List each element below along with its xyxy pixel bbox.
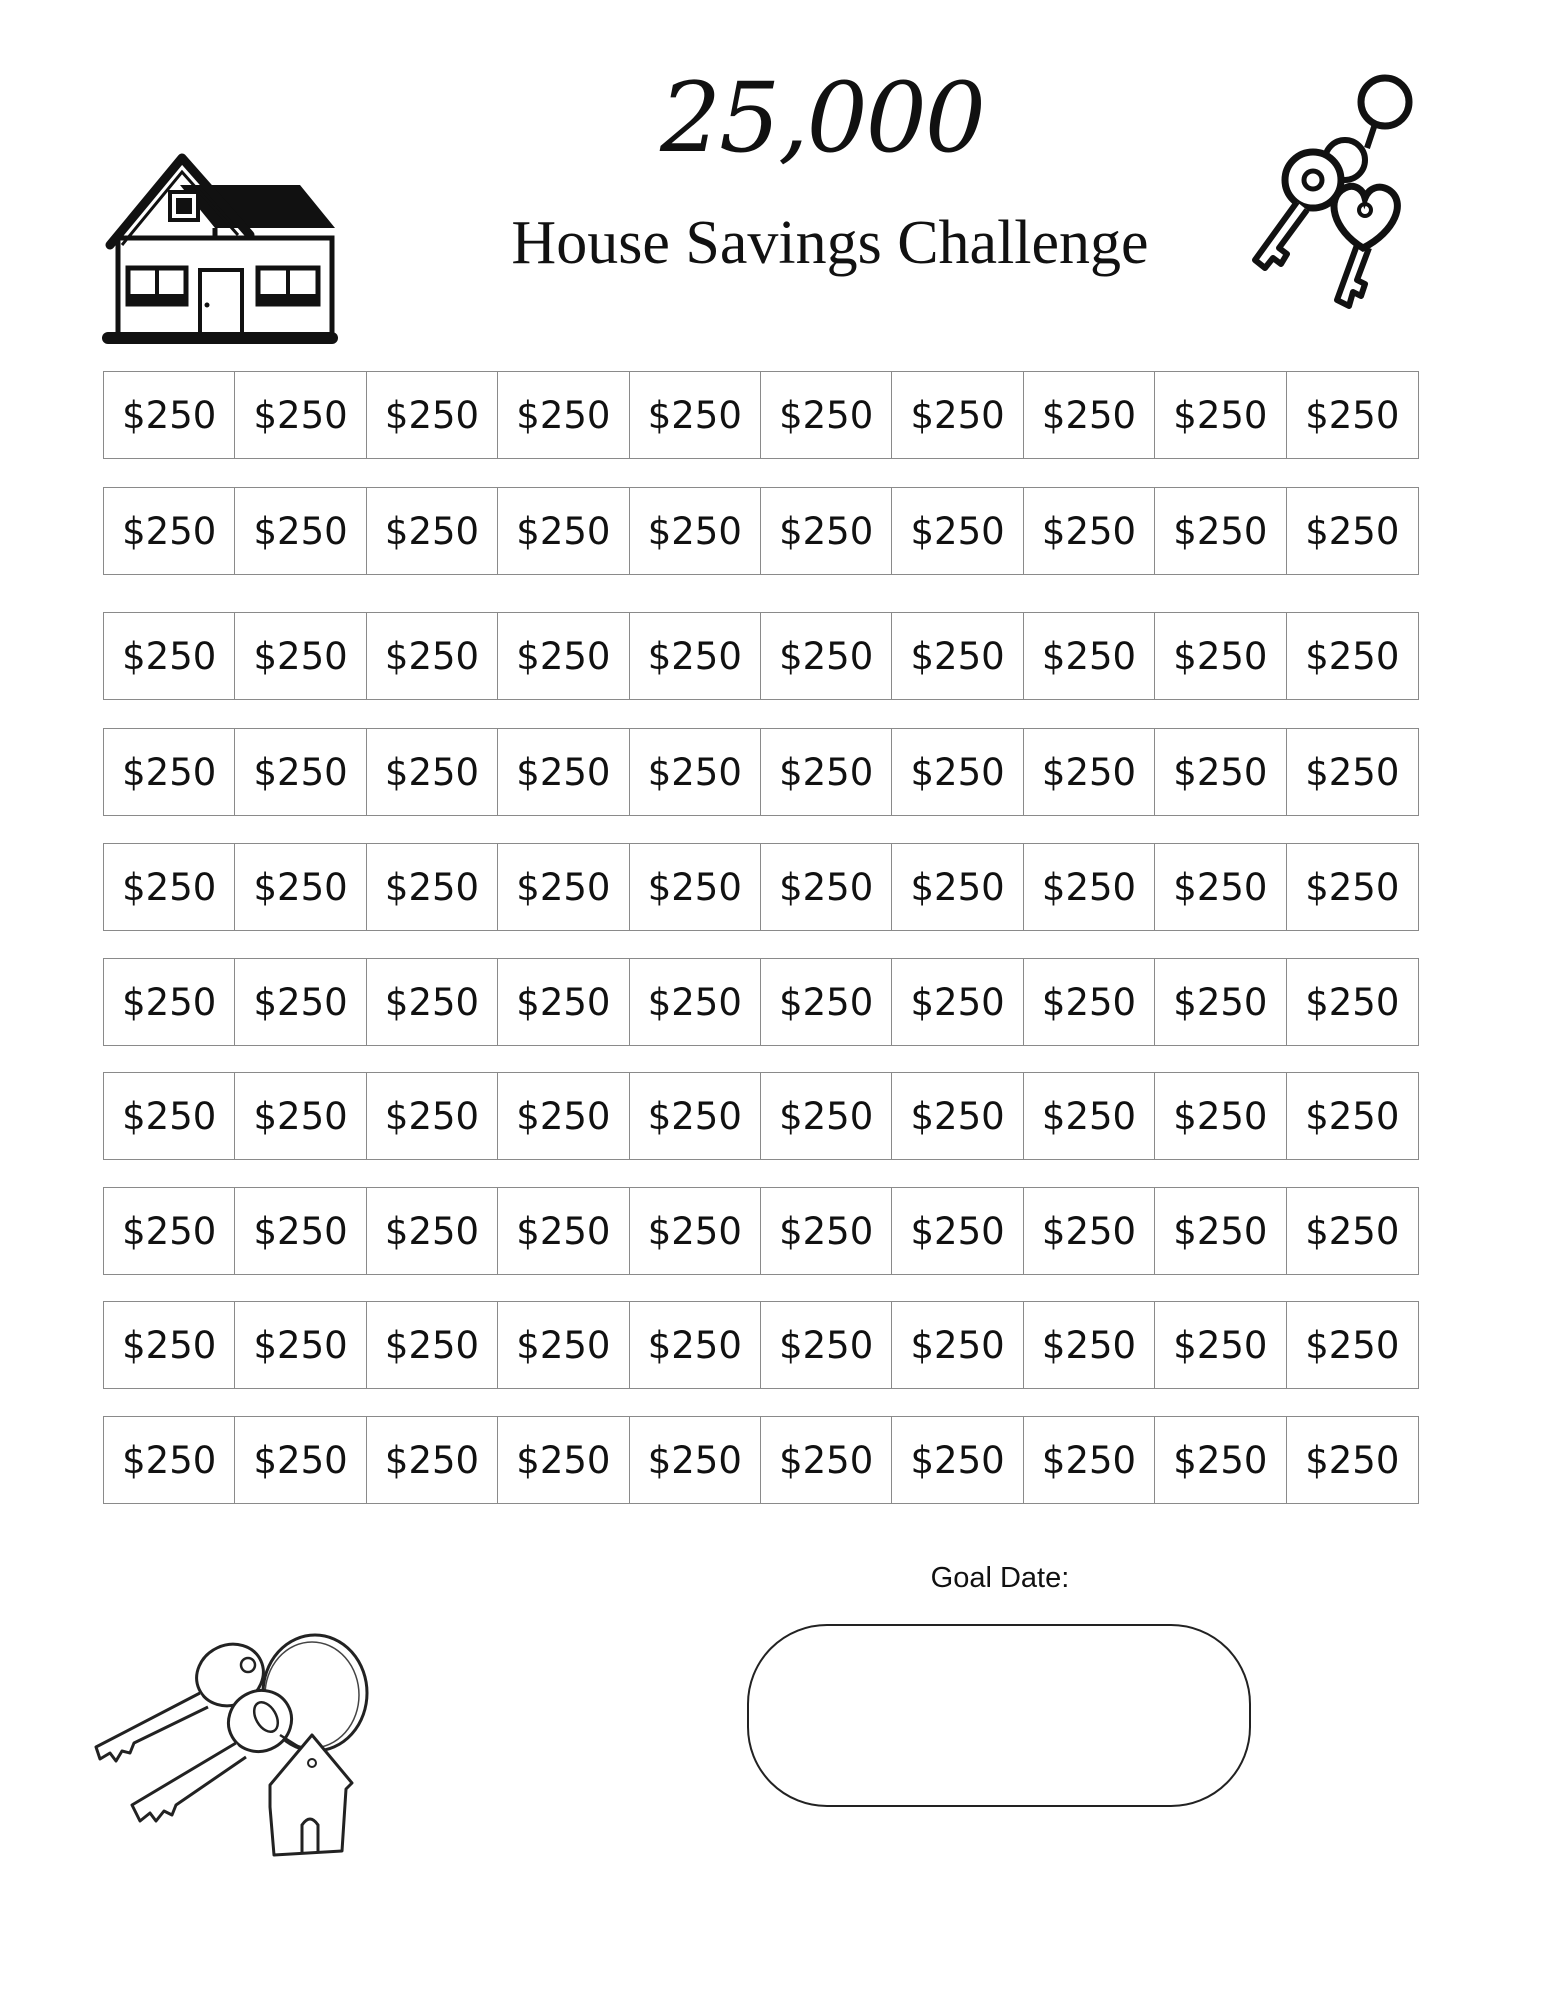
savings-cell[interactable]: $250 [761,1417,892,1503]
savings-cell[interactable]: $250 [892,1073,1023,1159]
savings-cell[interactable]: $250 [761,1188,892,1274]
savings-cell[interactable]: $250 [1155,1302,1286,1388]
savings-cell[interactable]: $250 [630,1302,761,1388]
savings-cell[interactable]: $250 [892,613,1023,699]
house-icon [100,150,340,350]
savings-cell[interactable]: $250 [235,613,366,699]
savings-cell[interactable]: $250 [761,844,892,930]
savings-row [103,1416,1419,1504]
savings-cell[interactable]: $250 [104,1188,235,1274]
savings-cell[interactable]: $250 [498,613,629,699]
savings-cell[interactable]: $250 [104,488,235,574]
savings-cell[interactable]: $250 [761,372,892,458]
savings-cell[interactable]: $250 [892,844,1023,930]
savings-cell[interactable]: $250 [761,613,892,699]
savings-cell[interactable]: $250 [630,959,761,1045]
savings-cell[interactable]: $250 [498,1302,629,1388]
savings-cell[interactable]: $250 [235,488,366,574]
savings-cell[interactable]: $250 [761,1073,892,1159]
savings-cell[interactable]: $250 [892,1188,1023,1274]
savings-cell[interactable]: $250 [104,613,235,699]
savings-cell[interactable]: $250 [1305,980,1400,1024]
savings-cell[interactable]: $250 [1155,372,1286,458]
savings-cell[interactable]: $250 [630,1417,761,1503]
savings-cell[interactable]: $250 [367,613,498,699]
savings-cell[interactable]: $250 [235,844,366,930]
savings-cell[interactable]: $250 [1305,865,1400,909]
savings-cell[interactable]: $250 [1305,509,1400,553]
savings-cell[interactable]: $250 [367,488,498,574]
savings-row [103,958,1419,1046]
savings-cell[interactable]: $250 [104,729,235,815]
savings-cell[interactable]: $250 [104,1302,235,1388]
savings-cell[interactable]: $250 [630,372,761,458]
savings-cell[interactable]: $250 [630,1073,761,1159]
savings-row [103,843,1419,931]
savings-cell[interactable]: $250 [367,959,498,1045]
savings-cell[interactable]: $250 [498,1417,629,1503]
goal-date-label: Goal Date: [930,1562,1070,1594]
savings-cell[interactable]: $250 [104,1073,235,1159]
savings-cell[interactable]: $250 [104,372,235,458]
savings-cell[interactable]: $250 [892,372,1023,458]
savings-cell[interactable]: $250 [892,488,1023,574]
savings-row [103,1187,1419,1275]
savings-cell[interactable]: $250 [367,1302,498,1388]
savings-cell[interactable]: $250 [367,372,498,458]
savings-cell[interactable]: $250 [1155,488,1286,574]
savings-cell[interactable]: $250 [630,488,761,574]
savings-cell[interactable]: $250 [1155,1188,1286,1274]
goal-amount-title: 25,000 [660,62,984,174]
savings-cell[interactable]: $250 [1024,1417,1155,1503]
savings-cell[interactable]: $250 [761,959,892,1045]
savings-cell[interactable]: $250 [104,1417,235,1503]
savings-cell[interactable]: $250 [498,729,629,815]
savings-cell[interactable]: $250 [1155,844,1286,930]
savings-cell[interactable]: $250 [892,1302,1023,1388]
savings-cell[interactable]: $250 [630,1188,761,1274]
savings-cell[interactable]: $250 [1024,1073,1155,1159]
savings-cell[interactable]: $250 [1024,613,1155,699]
savings-cell[interactable]: $250 [761,1302,892,1388]
savings-row [103,728,1419,816]
savings-cell[interactable]: $250 [367,1188,498,1274]
savings-cell[interactable]: $250 [498,844,629,930]
savings-cell[interactable]: $250 [367,1417,498,1503]
savings-cell[interactable]: $250 [235,372,366,458]
savings-cell[interactable]: $250 [498,488,629,574]
savings-cell[interactable]: $250 [1024,844,1155,930]
savings-row [103,612,1419,700]
keys-with-heart-icon [1245,70,1445,310]
savings-cell[interactable]: $250 [235,1417,366,1503]
savings-cell[interactable]: $250 [630,613,761,699]
savings-cell[interactable]: $250 [1024,1302,1155,1388]
savings-cell[interactable]: $250 [630,844,761,930]
savings-cell[interactable]: $250 [235,1188,366,1274]
savings-cell[interactable]: $250 [104,844,235,930]
savings-row [103,371,1419,459]
savings-cell[interactable]: $250 [1305,393,1400,437]
savings-cell[interactable]: $250 [1305,750,1400,794]
keys-with-house-keychain-icon [90,1625,390,1865]
savings-cell[interactable]: $250 [892,729,1023,815]
savings-cell[interactable]: $250 [1155,613,1286,699]
savings-cell[interactable]: $250 [1024,1188,1155,1274]
savings-cell[interactable]: $250 [1024,488,1155,574]
savings-cell[interactable]: $250 [1305,1438,1400,1482]
savings-cell[interactable]: $250 [367,1073,498,1159]
savings-cell[interactable]: $250 [1305,1323,1400,1367]
savings-row [103,1301,1419,1389]
savings-cell[interactable]: $250 [1024,729,1155,815]
savings-cell[interactable]: $250 [498,959,629,1045]
savings-cell[interactable]: $250 [498,1073,629,1159]
savings-cell[interactable]: $250 [892,1417,1023,1503]
savings-cell[interactable]: $250 [1305,1094,1400,1138]
savings-cell[interactable]: $250 [1155,1417,1286,1503]
savings-cell[interactable]: $250 [1155,1073,1286,1159]
savings-cell[interactable]: $250 [1024,372,1155,458]
savings-cell[interactable]: $250 [235,1302,366,1388]
savings-cell[interactable]: $250 [104,959,235,1045]
savings-cell[interactable]: $250 [1024,959,1155,1045]
savings-cell[interactable]: $250 [1305,634,1400,678]
savings-cell[interactable]: $250 [235,1073,366,1159]
savings-cell[interactable]: $250 [1305,1209,1400,1253]
savings-cell[interactable]: $250 [367,729,498,815]
savings-cell[interactable]: $250 [761,729,892,815]
savings-cell[interactable]: $250 [1155,729,1286,815]
savings-cell[interactable]: $250 [761,488,892,574]
page-title: House Savings Challenge [511,209,1149,277]
savings-row [103,487,1419,575]
savings-cell[interactable]: $250 [498,1188,629,1274]
savings-cell[interactable]: $250 [235,729,366,815]
savings-row [103,1072,1419,1160]
savings-cell[interactable]: $250 [367,844,498,930]
savings-cell[interactable]: $250 [630,729,761,815]
savings-cell[interactable]: $250 [1155,959,1286,1045]
goal-date-field[interactable] [747,1624,1251,1807]
savings-cell[interactable]: $250 [892,959,1023,1045]
savings-cell[interactable]: $250 [235,959,366,1045]
savings-cell[interactable]: $250 [498,372,629,458]
